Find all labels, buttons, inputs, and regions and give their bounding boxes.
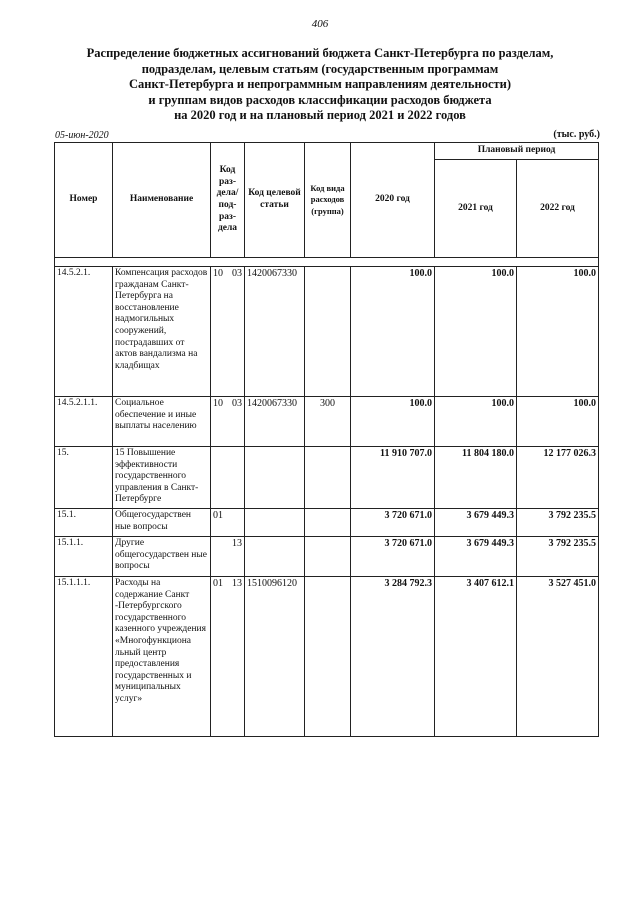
row-target-code: 1420067330 <box>245 267 305 397</box>
title-line: Распределение бюджетных ассигнований бюджета Санкт-Петербурга по разделам, <box>86 46 554 60</box>
row-section-code <box>211 509 245 537</box>
row-type-code <box>305 447 351 509</box>
row-section-code <box>211 447 245 509</box>
row-name: Другие общегосударствен ные вопросы <box>113 537 211 577</box>
row-name: Социальное обеспечение и иные выплаты населению <box>113 397 211 447</box>
subsection-code: 13 <box>232 538 242 549</box>
document-date: 05-июн-2020 <box>55 130 109 141</box>
row-value-2020: 3 720 671.0 <box>351 509 435 537</box>
row-value-2020: 11 910 707.0 <box>351 447 435 509</box>
row-value-2021: 3 679 449.3 <box>435 537 517 577</box>
section-code: 01 <box>213 510 223 521</box>
row-target-code <box>245 537 305 577</box>
row-value-2021: 100.0 <box>435 267 517 397</box>
section-code: 10 <box>213 398 223 409</box>
budget-table <box>54 142 599 737</box>
row-number: 15.1.1. <box>55 537 113 577</box>
table-row <box>55 267 599 397</box>
subsection-code: 03 <box>232 268 242 279</box>
header-2020: 2020 год <box>351 143 435 258</box>
row-name: Компенсация расходов гражданам Санкт-Петербурга на восстановление надмогильных сооружений, пострадавших от актов вандализма на кладбищах <box>113 267 211 397</box>
row-type-code <box>305 267 351 397</box>
table-row <box>55 509 599 537</box>
header-name: Наименование <box>113 143 211 258</box>
row-section-code <box>211 397 245 447</box>
table-row <box>55 397 599 447</box>
row-value-2022: 100.0 <box>517 267 599 397</box>
row-value-2022: 3 792 235.5 <box>517 537 599 577</box>
title-line: Санкт-Петербурга и непрограммным направлениям деятельности) <box>128 77 511 92</box>
row-name: Общегосударствен ные вопросы <box>113 509 211 537</box>
header-number: Номер <box>55 143 113 258</box>
row-section-code <box>211 537 245 577</box>
row-value-2020: 3 720 671.0 <box>351 537 435 577</box>
row-type-code <box>305 537 351 577</box>
row-number: 14.5.2.1.1. <box>55 397 113 447</box>
table-row <box>55 577 599 737</box>
row-value-2021: 3 407 612.1 <box>435 577 517 737</box>
row-section-code <box>211 577 245 737</box>
units-label: (тыс. руб.) <box>553 129 600 140</box>
row-type-code <box>305 509 351 537</box>
row-type-code <box>305 577 351 737</box>
header-target-code: Код целевой статьи <box>245 143 305 258</box>
row-value-2022: 100.0 <box>517 397 599 447</box>
row-value-2022: 12 177 026.3 <box>517 447 599 509</box>
header-2021: 2021 год <box>435 160 517 258</box>
row-value-2022: 3 792 235.5 <box>517 509 599 537</box>
row-number: 15.1.1.1. <box>55 577 113 737</box>
table-row <box>55 447 599 509</box>
header-section-code: Код раз-дела/ под-раз-дела <box>211 143 245 258</box>
row-value-2020: 100.0 <box>351 397 435 447</box>
row-number: 14.5.2.1. <box>55 267 113 397</box>
row-value-2020: 3 284 792.3 <box>351 577 435 737</box>
row-value-2021: 3 679 449.3 <box>435 509 517 537</box>
row-value-2022: 3 527 451.0 <box>517 577 599 737</box>
row-target-code: 1510096120 <box>245 577 305 737</box>
row-value-2020: 100.0 <box>351 267 435 397</box>
section-code: 01 <box>213 578 223 589</box>
row-target-code <box>245 447 305 509</box>
row-target-code <box>245 509 305 537</box>
header-expense-type-code: Код вида расходов (группа) <box>305 143 351 258</box>
title-line: подразделам, целевым статьям (государственным программам <box>141 61 499 76</box>
header-2022: 2022 год <box>517 160 599 258</box>
subsection-code: 03 <box>232 398 242 409</box>
page-number: 406 <box>311 18 329 30</box>
row-name: 15 Повышение эффективности государственного управления в Санкт-Петербурге <box>113 447 211 509</box>
row-number: 15.1. <box>55 509 113 537</box>
row-target-code: 1420067330 <box>245 397 305 447</box>
section-code: 10 <box>213 268 223 279</box>
subsection-code: 13 <box>232 578 242 589</box>
row-number: 15. <box>55 447 113 509</box>
row-value-2021: 100.0 <box>435 397 517 447</box>
row-section-code <box>211 267 245 397</box>
title-line: и группам видов расходов классификации расходов бюджета <box>148 92 492 107</box>
row-type-code: 300 <box>305 397 351 447</box>
table-row <box>55 537 599 577</box>
header-planned-period: Плановый период <box>435 143 599 160</box>
document-title <box>40 46 600 124</box>
row-name: Расходы на содержание Санкт -Петербургского государственного казенного учреждения «Многофункциона льный центр предоставления государственных и муниципальных услуг» <box>113 577 211 737</box>
title-line: на 2020 год и на плановый период 2021 и 2022 годов <box>174 108 466 123</box>
row-value-2021: 11 804 180.0 <box>435 447 517 509</box>
